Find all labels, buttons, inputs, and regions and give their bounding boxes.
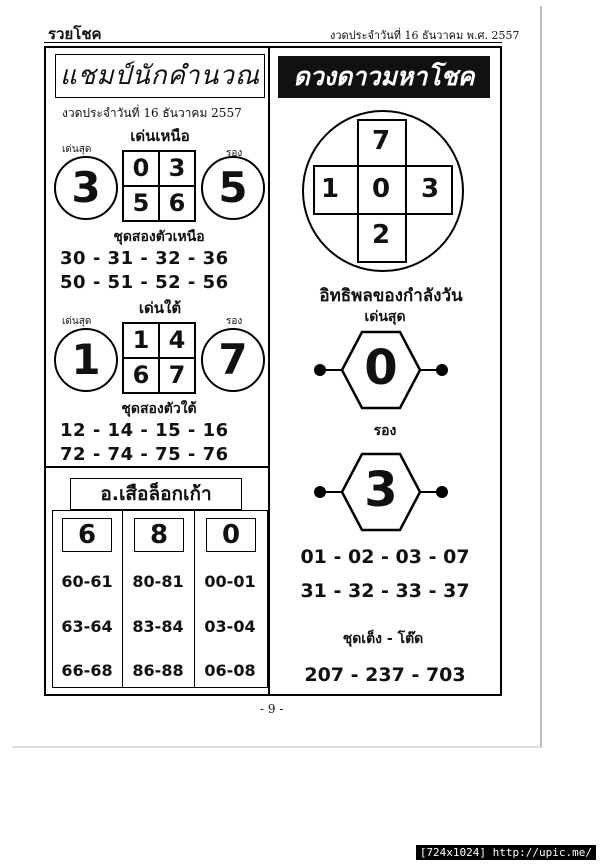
tiger-pair: 63-64: [61, 617, 113, 636]
north-lead-label: เด่นสุด: [62, 144, 92, 155]
star-center: 0: [371, 174, 391, 204]
tiger-pair: 06-08: [204, 661, 256, 680]
influence-lead: 0: [364, 340, 398, 396]
tiger-digit-3: 0: [206, 518, 256, 552]
grid-digit: 7: [159, 358, 195, 393]
north-lead-circle: 3: [54, 156, 118, 220]
north-second-label: รอง: [226, 148, 243, 159]
tiger-col-line: [194, 510, 195, 688]
star-top: 7: [371, 126, 391, 156]
north-pairs-heading: ชุดสองตัวเหนือ: [113, 229, 205, 245]
north-second-circle: 5: [201, 156, 265, 220]
north-digit-grid: [122, 150, 196, 222]
south-pairs-row-2: 72 - 74 - 75 - 76: [60, 444, 229, 465]
set-row: 207 - 237 - 703: [304, 664, 466, 686]
tiger-pair: 60-61: [61, 572, 113, 591]
grid-digit: 6: [123, 358, 159, 393]
south-lead-label: เด่นสุด: [62, 316, 92, 327]
south-pairs-heading: ชุดสองตัวใต้: [121, 401, 197, 417]
grid-digit: 6: [159, 186, 195, 221]
influence-lead-label: เด่นสุด: [364, 309, 406, 325]
south-pairs-row-1: 12 - 14 - 15 - 16: [60, 420, 229, 441]
issue-date: งวดประจำวันที่ 16 ธันวาคม พ.ศ. 2557: [330, 29, 520, 42]
tiger-digit-2: 8: [134, 518, 184, 552]
grid-digit: 1: [123, 323, 159, 358]
grid-digit: 5: [123, 186, 159, 221]
influence-row-1: 01 - 02 - 03 - 07: [300, 546, 470, 568]
column-divider: [268, 46, 270, 694]
magazine-name: รวยโชค: [48, 25, 102, 43]
grid-digit: 0: [123, 151, 159, 186]
grid-digit: 4: [159, 323, 195, 358]
north-pairs-row-1: 30 - 31 - 32 - 36: [60, 248, 229, 269]
star-right: 3: [420, 174, 440, 204]
south-lead-circle: 1: [54, 328, 118, 392]
south-digit-grid: [122, 322, 196, 394]
tiger-title: อ.เสือล็อกเก้า: [70, 478, 242, 510]
header-rule: [44, 42, 502, 43]
tiger-pair: 03-04: [204, 617, 256, 636]
tiger-pair: 83-84: [132, 617, 184, 636]
star-panel-title: ดวงดาวมหาโชค: [278, 56, 490, 98]
page-number: - 9 -: [260, 702, 284, 716]
tiger-col-line: [122, 510, 123, 688]
grid-digit: 3: [159, 151, 195, 186]
influence-title: อิทธิพลของกำลังวัน: [319, 286, 463, 306]
tiger-pair: 66-68: [61, 661, 113, 680]
tiger-pair: 86-88: [132, 661, 184, 680]
star-left: 1: [320, 174, 340, 204]
south-heading: เด่นใต้: [138, 299, 182, 317]
tiger-pair: 00-01: [204, 572, 256, 591]
influence-row-2: 31 - 32 - 33 - 37: [300, 580, 470, 602]
left-panel-date: งวดประจำวันที่ 16 ธันวาคม 2557: [62, 106, 242, 120]
star-bottom: 2: [371, 220, 391, 250]
left-section-divider: [44, 466, 270, 468]
south-second-circle: 7: [201, 328, 265, 392]
influence-second: 3: [364, 462, 398, 518]
left-panel-title: แชมป์นักคำนวณ: [55, 54, 265, 98]
tiger-pair: 80-81: [132, 572, 184, 591]
set-label: ชุดเต็ง - โต๊ด: [342, 631, 424, 647]
tiger-digit-1: 6: [62, 518, 112, 552]
south-second-label: รอง: [226, 316, 243, 327]
image-host-watermark: [724x1024] http://upic.me/: [416, 845, 596, 860]
north-heading: เด่นเหนือ: [130, 127, 190, 145]
influence-second-label: รอง: [373, 423, 397, 439]
north-pairs-row-2: 50 - 51 - 52 - 56: [60, 272, 229, 293]
